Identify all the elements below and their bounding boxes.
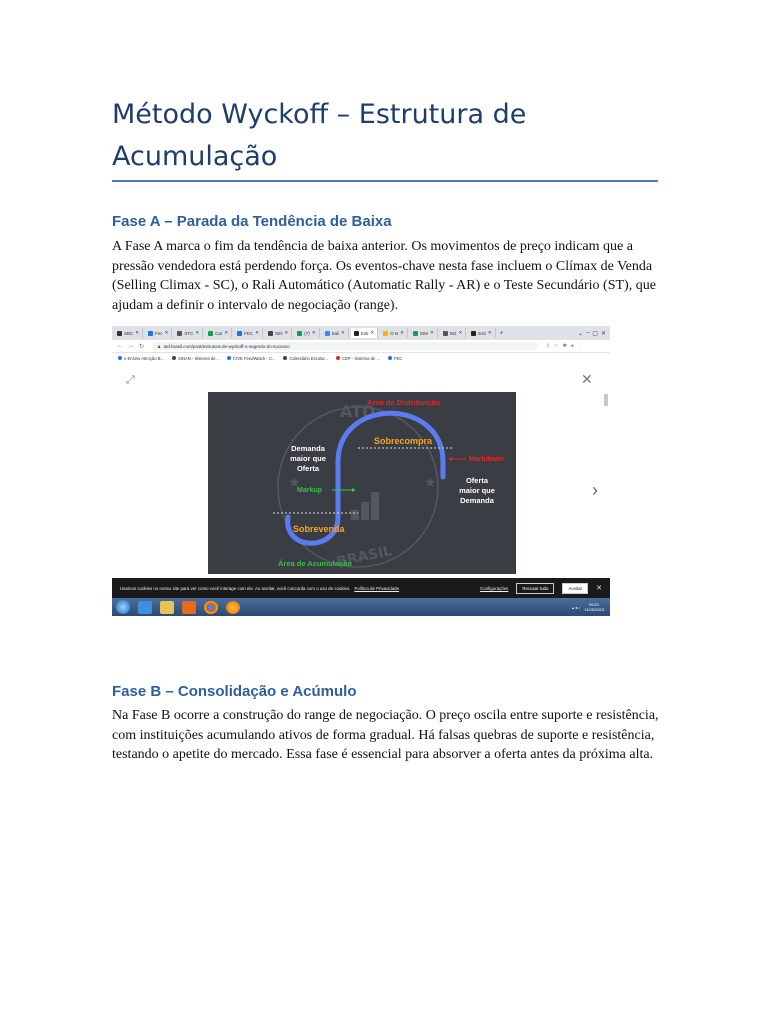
privacy-policy-link[interactable]: Política de Privacidade — [354, 585, 400, 591]
tab-label: (7) — [304, 330, 310, 336]
tab-label: W2 — [449, 330, 457, 336]
accept-button[interactable]: Aceitar — [562, 583, 588, 594]
title-underline — [112, 180, 658, 182]
tab-favicon-icon — [297, 331, 302, 336]
bookmark-favicon-icon — [336, 356, 340, 360]
clock-time: 09:21 — [589, 602, 600, 607]
tab-close-icon[interactable]: ✕ — [224, 330, 229, 335]
tab-close-icon[interactable]: ✕ — [164, 330, 169, 335]
label-area-distribuicao: Área de Distribuição — [367, 398, 440, 407]
tab-favicon-icon — [354, 331, 359, 336]
clock-date: 11/05/2023 — [584, 607, 604, 612]
bookmark-favicon-icon — [118, 356, 122, 360]
window-controls — [578, 330, 610, 337]
system-tray — [572, 602, 610, 612]
browser-tab[interactable] — [174, 328, 203, 338]
section-b-body: Na Fase B ocorre a construção do range de negociação. O preço oscila entre suporte e resistência, com instituições acumulando ativos de forma gradual. Há falsas quebras de suporte e resistência, testando o apetite do mercado. Essa fase é essencial para absorver a oferta antes da próxima alta. — [112, 708, 659, 762]
url-field[interactable] — [152, 342, 538, 350]
cookie-text: Usamos cookies no nosso site para ver como você interage com ele. Ao aceitar, você concorda com o uso de cookies. — [120, 585, 351, 591]
chrome-icon[interactable] — [204, 601, 218, 614]
minimize-icon[interactable]: – — [585, 329, 590, 336]
tab-label: SIM — [419, 330, 428, 336]
firefox-icon[interactable] — [226, 601, 240, 614]
tab-close-icon[interactable]: ✕ — [311, 330, 316, 335]
embedded-browser-screenshot — [112, 326, 610, 616]
tab-label: O N — [390, 330, 399, 336]
watermark-bar-2 — [361, 502, 369, 520]
media-player-icon[interactable] — [182, 601, 196, 614]
tab-label: Esti — [478, 330, 486, 336]
bookmark-label: FEC — [393, 355, 403, 361]
tab-close-icon[interactable]: ✕ — [370, 330, 375, 335]
browser-tab[interactable] — [351, 328, 378, 338]
label-demanda-2: maior que — [290, 454, 326, 463]
tab-label: Fec — [155, 330, 163, 336]
new-tab-icon[interactable]: + — [499, 329, 504, 337]
tab-label: Sali — [331, 330, 340, 336]
bookmark-label: SINAN - Sistema de... — [178, 355, 220, 361]
browser-tab[interactable] — [322, 328, 349, 338]
tab-favicon-icon — [148, 331, 153, 336]
bookmark-item[interactable] — [118, 356, 164, 361]
tab-close-icon[interactable]: ✕ — [458, 330, 463, 335]
maximize-icon[interactable]: ▢ — [592, 330, 598, 337]
tab-close-icon[interactable]: ✕ — [284, 330, 289, 335]
browser-tab[interactable] — [205, 328, 232, 338]
bookmark-favicon-icon — [283, 356, 287, 360]
watermark-bar-1 — [351, 510, 359, 520]
tab-favicon-icon — [237, 331, 242, 336]
label-sobrevenda: Sobrevenda — [293, 524, 345, 534]
reload-icon[interactable]: ↻ — [139, 343, 145, 350]
tab-label: SIN — [274, 330, 283, 336]
cookie-settings-link[interactable]: Configurações — [480, 585, 509, 591]
label-oferta-2: maior que — [459, 486, 495, 495]
bookmark-favicon-icon — [172, 356, 176, 360]
bookmark-favicon-icon — [388, 356, 392, 360]
folder-icon[interactable] — [160, 601, 174, 614]
url-text: atd-brasil.com/post/estrutura-de-wyckoff-o-segredo-do-sucesso — [163, 343, 290, 349]
watermark-star-right: ★ — [424, 474, 437, 490]
browser-tab[interactable] — [440, 328, 467, 338]
bookmark-item[interactable] — [283, 356, 328, 361]
tab-close-icon[interactable]: ✕ — [255, 330, 259, 335]
expand-icon[interactable]: ⤢ — [126, 374, 135, 386]
browser-tab[interactable] — [114, 328, 143, 338]
section-b-heading: Fase B – Consolidação e Acúmulo — [112, 683, 357, 700]
extensions-icon[interactable]: ✱ — [562, 343, 567, 349]
address-bar — [112, 340, 610, 353]
watermark-star-left: ★ — [288, 474, 301, 490]
tab-close-icon[interactable]: ✕ — [135, 330, 140, 335]
section-a-heading: Fase A – Parada da Tendência de Baixa — [112, 213, 392, 230]
scrollbar-thumb[interactable] — [604, 394, 608, 406]
tab-close-icon[interactable]: ✕ — [341, 330, 345, 335]
bookmark-item[interactable] — [388, 356, 402, 361]
tab-favicon-icon — [325, 331, 330, 336]
close-icon[interactable]: ✕ — [581, 371, 593, 387]
tab-close-icon[interactable]: ✕ — [195, 330, 200, 335]
label-demanda-1: Demanda — [291, 444, 325, 453]
reject-all-button[interactable]: Recusar tudo — [516, 583, 554, 594]
browser-tab[interactable] — [294, 328, 319, 338]
browser-tab[interactable] — [234, 328, 263, 338]
chevron-down-icon[interactable]: ⌄ — [577, 330, 583, 337]
back-icon[interactable]: ← — [117, 343, 123, 349]
browser-tab[interactable] — [468, 328, 495, 338]
chevron-right-icon[interactable]: › — [592, 480, 598, 500]
browser-tab[interactable] — [265, 328, 292, 338]
lock-icon: 🔒︎ — [158, 343, 161, 349]
bookmark-favicon-icon — [227, 356, 231, 360]
tray-icons[interactable]: ▴ ◂ ♪ — [572, 604, 581, 610]
tab-label: FEC — [244, 330, 254, 336]
tab-close-icon[interactable]: ✕ — [487, 330, 492, 335]
tab-favicon-icon — [443, 331, 448, 336]
tab-label: Car — [215, 330, 223, 336]
bookmarks-bar — [112, 353, 610, 363]
profile-icon[interactable]: ● — [570, 343, 574, 349]
tab-favicon-icon — [471, 331, 476, 336]
tab-label: STC — [184, 330, 194, 336]
tab-favicon-icon — [383, 331, 388, 336]
label-area-acumulacao: Área de Acumulação — [278, 559, 352, 568]
label-markup: Markup — [297, 487, 322, 494]
section-a-body: A Fase A marca o fim da tendência de baixa anterior. Os movimentos de preço indicam que a pressão vendedora está perdendo força. Os eventos-chave nesta fase incluem o Clímax de Venda (Selling Climax - SC), o Rali Automático (Automatic Rally - AR) e o Teste Secundário (ST), que ajudam a definir o intervalo de negociação (range). — [112, 239, 656, 313]
address-bar-icons — [546, 343, 583, 349]
bookmark-item[interactable] — [172, 356, 219, 361]
bookmark-item[interactable] — [336, 356, 380, 361]
browser-tab[interactable] — [410, 328, 438, 338]
browser-tab[interactable] — [380, 328, 408, 338]
label-oferta-1: Oferta — [465, 476, 489, 485]
tab-label: SBC — [124, 330, 134, 336]
window-close-icon[interactable]: ✕ — [600, 330, 606, 337]
star-icon[interactable]: ☆ — [554, 343, 559, 349]
windows-taskbar — [112, 598, 610, 616]
watermark-top: ATD — [340, 402, 376, 421]
bookmark-label: Calendário Escolar... — [289, 355, 329, 361]
ie-icon[interactable] — [138, 601, 152, 614]
browser-tab[interactable] — [145, 328, 172, 338]
label-sobrecompra: Sobrecompra — [374, 436, 433, 446]
forward-icon[interactable]: → — [128, 343, 134, 349]
clock[interactable] — [584, 602, 604, 612]
tab-close-icon[interactable]: ✕ — [400, 330, 404, 335]
browser-tab-bar — [112, 326, 610, 340]
start-button-icon[interactable] — [116, 600, 130, 614]
bookmark-item[interactable] — [227, 356, 275, 361]
tab-close-icon[interactable]: ✕ — [429, 330, 434, 335]
bookmark-label: CIVE FeedWatch - C... — [233, 355, 276, 361]
tab-label: Esti — [360, 330, 369, 336]
tab-favicon-icon — [268, 331, 273, 336]
tab-favicon-icon — [208, 331, 213, 336]
image-lightbox — [112, 364, 610, 578]
label-demanda-3: Oferta — [296, 464, 320, 473]
label-markdown: Markdown — [469, 456, 504, 463]
tab-favicon-icon — [177, 331, 182, 336]
watermark-bar-3 — [371, 492, 379, 520]
label-oferta-3: Demanda — [460, 496, 494, 505]
wyckoff-diagram — [208, 392, 516, 574]
page-title: Método Wyckoff – Estrutura de Acumulação — [112, 99, 527, 172]
share-icon[interactable]: ⇪ — [546, 343, 551, 349]
tab-favicon-icon — [413, 331, 418, 336]
bookmark-label: e Ensino Atenção B... — [124, 355, 165, 361]
cookie-close-icon[interactable]: ✕ — [596, 585, 602, 592]
watermark-bottom: BRASIL — [335, 542, 394, 571]
cookie-banner — [112, 578, 610, 598]
bookmark-label: CEP - Sistema de ... — [342, 355, 380, 361]
menu-icon[interactable]: ⋮ — [577, 343, 583, 349]
tab-favicon-icon — [117, 331, 122, 336]
